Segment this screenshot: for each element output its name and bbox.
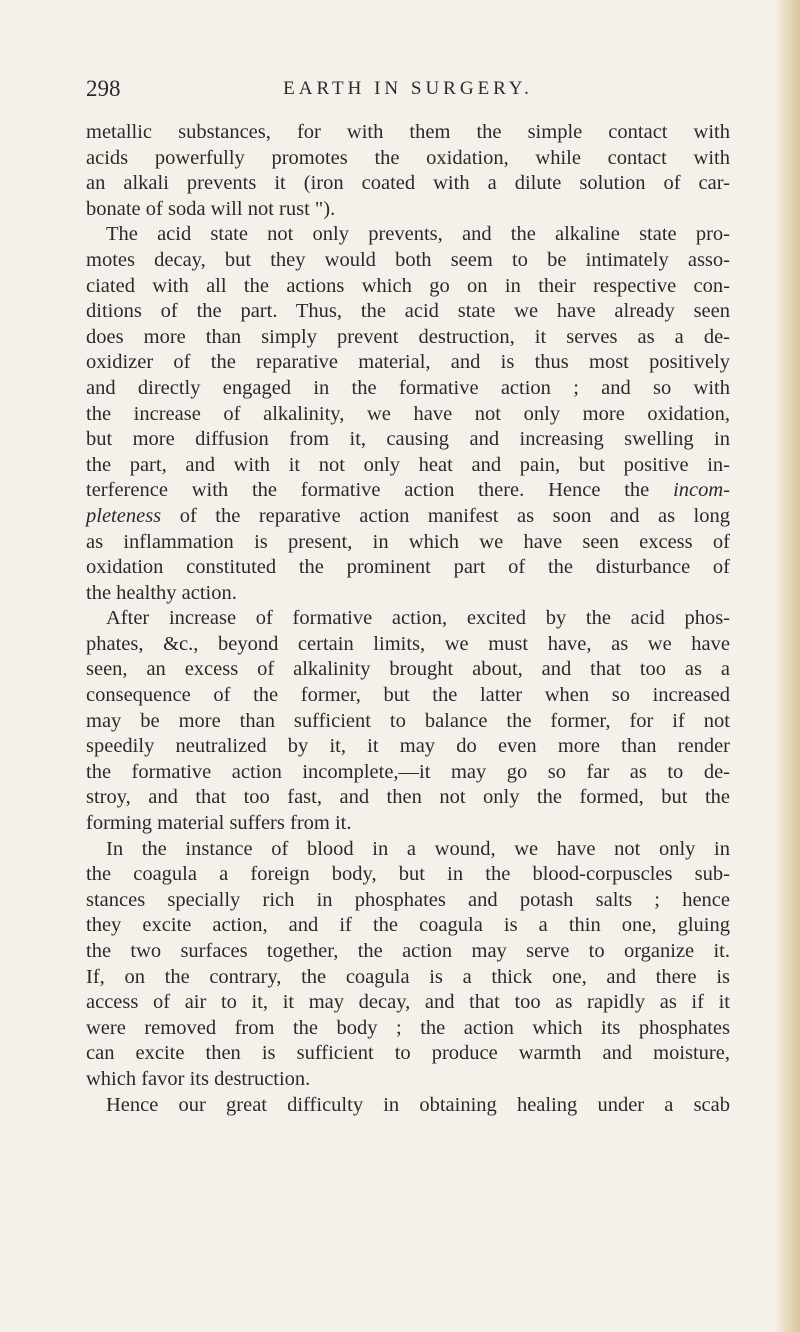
text-line: bonate of soda will not rust "). (86, 197, 336, 220)
text-line (86, 478, 730, 504)
text-line: they excite action, and if the coagula is a thin one, gluing (86, 914, 730, 937)
text-line: does more than simply prevent destruction, it serves as a de- (86, 325, 730, 348)
text-line: acids powerfully promotes the oxidation, while contact with (86, 146, 730, 169)
text-line: the part, and with it not only heat and pain, but positive in- (86, 453, 730, 476)
text-line (86, 504, 730, 530)
text-line: the healthy action. (86, 581, 237, 604)
text-line: The acid state not only prevents, and the alkaline state pro- (106, 223, 730, 246)
text-line: After increase of formative action, excited by the acid phos- (106, 607, 730, 630)
text-line: access of air to it, it may decay, and that too as rapidly as if it (86, 991, 730, 1014)
text-line: oxidizer of the reparative material, and is thus most positively (86, 351, 730, 374)
text-line: may be more than sufficient to balance the former, for if not (86, 709, 730, 732)
text-line: forming material suffers from it. (86, 812, 352, 835)
text-segment: of the reparative action manifest as soon and as long (179, 504, 731, 527)
italic-word: incom- (673, 479, 730, 502)
body-text (86, 120, 730, 1118)
text-line: the two surfaces together, the action may serve to organize it. (86, 940, 730, 962)
text-line: Hence our great difficulty in obtaining healing under a scab (106, 1093, 730, 1116)
italic-word: pleteness (86, 504, 162, 527)
text-line: and directly engaged in the formative action ; and so with (86, 376, 730, 399)
text-line: ditions of the part. Thus, the acid state we have already seen (86, 300, 730, 323)
text-line: stances specially rich in phosphates and potash salts ; hence (86, 888, 730, 911)
text-line: stroy, and that too fast, and then not only the formed, but the (86, 786, 730, 809)
text-line: the formative action incomplete,—it may go so far as to de- (86, 760, 730, 783)
text-line: ciated with all the actions which go on in their respective con- (86, 274, 730, 297)
text-line: an alkali prevents it (iron coated with a dilute solution of car- (86, 172, 730, 195)
text-line: motes decay, but they would both seem to be intimately asso- (86, 248, 730, 271)
text-line: which favor its destruction. (86, 1067, 311, 1090)
text-line: In the instance of blood in a wound, we have not only in (106, 837, 730, 860)
text-segment: terference with the formative action there. Hence the (86, 479, 650, 502)
text-line: but more diffusion from it, causing and increasing swelling in (86, 428, 730, 451)
text-line: as inflammation is present, in which we have seen excess of (86, 530, 730, 553)
text-line: metallic substances, for with them the simple contact with (86, 121, 730, 143)
text-line: the increase of alkalinity, we have not only more oxidation, (86, 402, 730, 425)
page-header (86, 76, 730, 110)
text-line: If, on the contrary, the coagula is a thick one, and there is (86, 965, 730, 988)
text-line: oxidation constituted the prominent part of the disturbance of (86, 556, 730, 579)
running-head: EARTH IN SURGERY. (283, 78, 533, 99)
text-line: were removed from the body ; the action which its phosphates (86, 1016, 730, 1039)
text-line: the coagula a foreign body, but in the blood-corpuscles sub- (86, 863, 730, 886)
text-line: can excite then is sufficient to produce warmth and moisture, (86, 1042, 730, 1065)
text-line: seen, an excess of alkalinity brought about, and that too as a (86, 658, 730, 681)
text-line: consequence of the former, but the latter when so increased (86, 684, 730, 707)
page-number: 298 (86, 76, 121, 101)
text-line: speedily neutralized by it, it may do even more than render (86, 735, 730, 758)
text-line: phates, &c., beyond certain limits, we must have, as we have (86, 632, 730, 655)
page-edge (774, 0, 800, 1332)
